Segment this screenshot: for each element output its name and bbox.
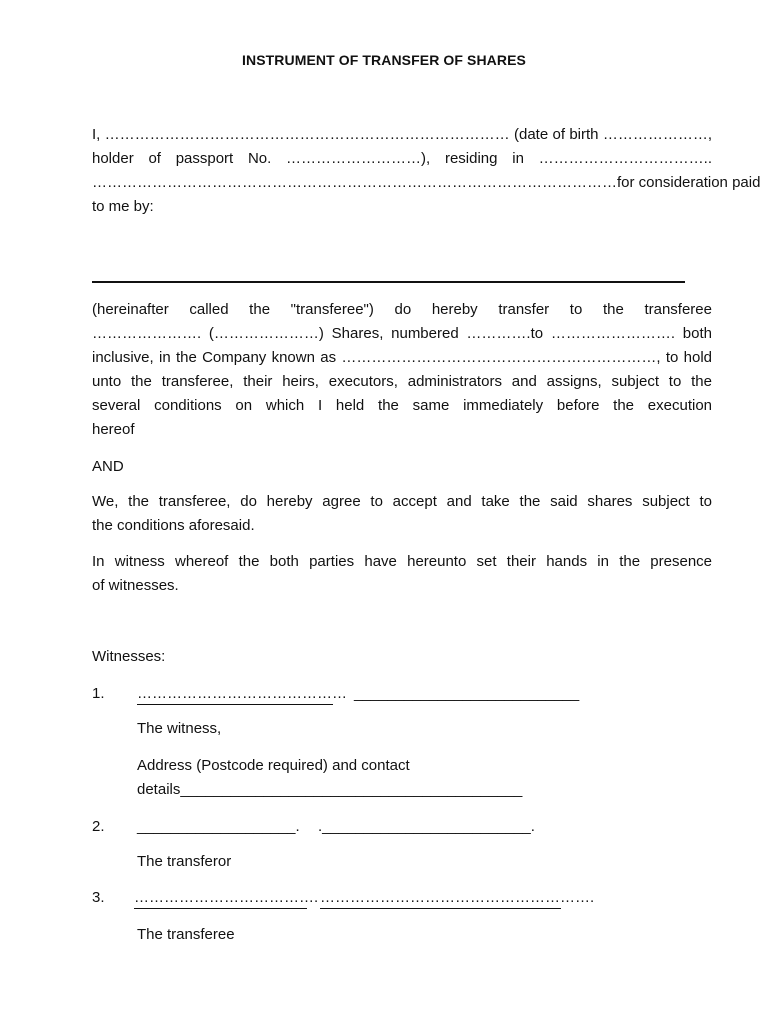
transferee-name-field[interactable]: ……………………………………………….: [320, 888, 561, 909]
entry-number-2: 2.: [92, 818, 105, 835]
transfer-line-4: unto the transferee, their heirs, executors, administrators and assigns, subject to the: [92, 373, 712, 390]
witness-address-field[interactable]: details_________________________________________: [137, 781, 523, 798]
witness-label: The witness,: [137, 720, 222, 737]
transfer-line-5: several conditions on which I held the same immediately before the execution: [92, 397, 712, 414]
witness-name-field[interactable]: ___________________________: [354, 685, 580, 702]
transferee-name-line: [92, 281, 685, 283]
transfer-line-3: inclusive, in the Company known as ………………………………………………………, to hold: [92, 349, 712, 366]
witness-clause-line-1: In witness whereof the both parties have hereunto set their hands in the presence: [92, 553, 712, 570]
document-title: INSTRUMENT OF TRANSFER OF SHARES: [242, 52, 526, 68]
transfer-line-1: (hereinafter called the "transferee") do hereby transfer to the transferee: [92, 301, 712, 318]
and-label: [92, 455, 712, 479]
transferor-signature-field[interactable]: ___________________.: [137, 818, 300, 835]
entry-number-1: 1.: [92, 685, 105, 702]
witnesses-heading: Witnesses:: [92, 648, 166, 665]
witness-clause-paragraph: [92, 550, 712, 598]
acceptance-line-1: We, the transferee, do hereby agree to accept and take the said shares subject to: [92, 493, 712, 510]
transferor-name-field[interactable]: ._________________________.: [318, 818, 535, 835]
witness-address-label: Address (Postcode required) and contact: [137, 757, 410, 774]
transferee-signature-field[interactable]: ……………………………….: [134, 888, 307, 909]
intro-paragraph: [92, 123, 761, 219]
entry-number-3: 3.: [92, 889, 105, 906]
acceptance-paragraph: [92, 490, 712, 538]
transfer-line-2: …………………. (…………………) Shares, numbered ………….to ……………………. both: [92, 325, 712, 342]
transfer-paragraph: [92, 298, 712, 442]
witness-signature-field[interactable]: ……………………………………: [137, 684, 333, 705]
witness-clause-line-2: of witnesses.: [92, 577, 179, 594]
intro-line-1: I, ……………………………………………………………………… (date of birth …………………,: [92, 126, 712, 143]
transferee-label: The transferee: [137, 926, 235, 943]
transferor-label: The transferor: [137, 853, 232, 870]
intro-line-4: to me by:: [92, 198, 154, 215]
intro-line-3: ……………………………………………………………………………………………for consideration paid: [92, 174, 761, 191]
intro-line-2: holder of passport No. ………………………), residing in ……………………………..: [92, 150, 712, 167]
and-text: AND: [92, 458, 124, 475]
acceptance-line-2: the conditions aforesaid.: [92, 517, 255, 534]
transfer-line-6: hereof: [92, 421, 135, 438]
